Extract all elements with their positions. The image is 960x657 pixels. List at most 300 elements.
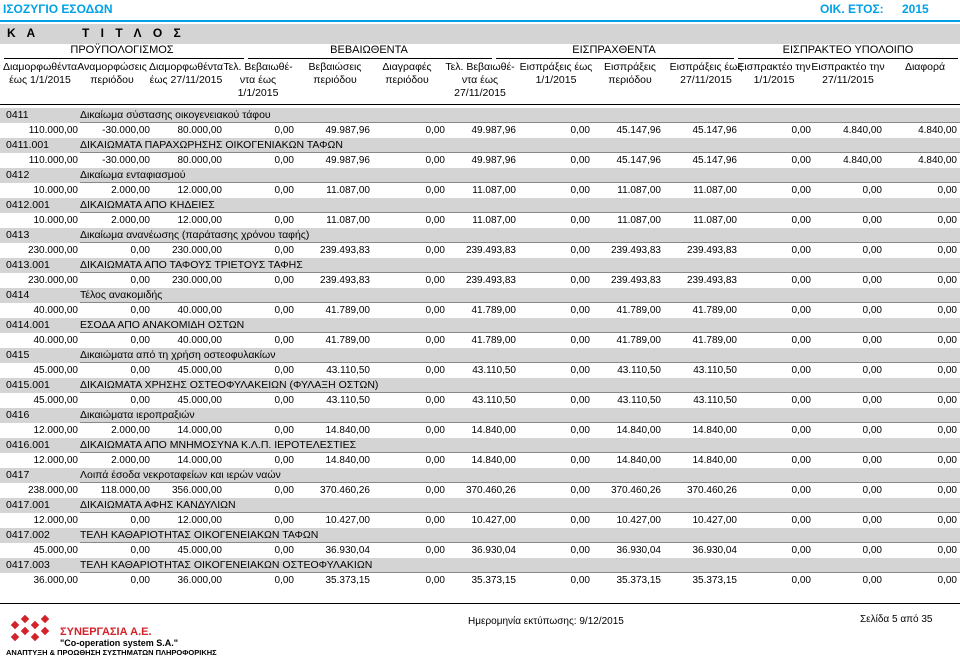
amounts-row <box>0 455 960 468</box>
amount-cell: 36.000,00 <box>33 575 78 586</box>
amount-cell: 0,00 <box>937 485 957 496</box>
account-code: 0412 <box>6 169 30 181</box>
amount-cell: 0,00 <box>425 155 445 166</box>
column-header <box>3 61 77 87</box>
description-underline <box>80 362 960 363</box>
description-underline <box>80 542 960 543</box>
amount-cell: 0,00 <box>130 245 150 256</box>
amount-cell: 12.000,00 <box>33 455 78 466</box>
amount-cell: 41.789,00 <box>471 305 516 316</box>
description-underline <box>80 572 960 573</box>
description-underline <box>80 422 960 423</box>
amount-cell: 0,00 <box>274 365 294 376</box>
amount-cell: 0,00 <box>425 275 445 286</box>
account-description: ΔΙΚΑΙΩΜΑΤΑ ΧΡΗΣΗΣ ΟΣΤΕΟΦΥΛΑΚΕΙΩΝ (ΦΥΛΑΞΗ ΟΣΤΩΝ) <box>80 379 379 391</box>
amount-cell: 0,00 <box>570 485 590 496</box>
column-header <box>519 61 593 87</box>
column-header <box>669 61 743 87</box>
amount-cell: 40.000,00 <box>177 335 222 346</box>
amount-cell: 0,00 <box>130 365 150 376</box>
account-description: Τέλος ανακομιδής <box>80 289 163 301</box>
sub-account-row <box>0 498 960 513</box>
amount-cell: 230.000,00 <box>27 245 78 256</box>
amount-cell: 11.087,00 <box>472 185 516 196</box>
column-header-line: Εισπράξεις έως <box>519 61 593 73</box>
account-code: 0411.001 <box>6 139 50 151</box>
amounts-row <box>0 545 960 558</box>
amount-cell: 40.000,00 <box>33 305 78 316</box>
column-header-line: ντα έως <box>461 74 499 86</box>
description-underline <box>80 302 960 303</box>
amount-cell: 0,00 <box>130 515 150 526</box>
amount-cell: 356.000,00 <box>171 485 222 496</box>
section-certifications: ΒΕΒΑΙΩΘΕΝΤΑ <box>330 44 408 56</box>
amount-cell: 0,00 <box>425 125 445 136</box>
amount-cell: 0,00 <box>791 305 811 316</box>
report-name: ΙΣΟΖΥΓΙΟ ΕΣΟΔΩΝ <box>3 2 113 16</box>
amounts-row <box>0 215 960 228</box>
column-header <box>811 61 885 87</box>
amount-cell: 0,00 <box>791 335 811 346</box>
amount-cell: 0,00 <box>274 305 294 316</box>
amount-cell: 0,00 <box>570 455 590 466</box>
amount-cell: 370.460,26 <box>465 485 516 496</box>
amount-cell: 0,00 <box>791 485 811 496</box>
column-header <box>737 61 811 87</box>
amount-cell: 11.087,00 <box>617 185 661 196</box>
sub-account-row <box>0 558 960 573</box>
amount-cell: 0,00 <box>274 215 294 226</box>
sub-account-row <box>0 378 960 393</box>
amount-cell: 0,00 <box>130 575 150 586</box>
amount-cell: 43.110,50 <box>617 365 661 376</box>
amount-cell: 4.840,00 <box>843 155 882 166</box>
amount-cell: 0,00 <box>937 365 957 376</box>
account-description: ΔΙΚΑΙΩΜΑΤΑ ΑΠΟ ΚΗΔΕΙΕΣ <box>80 199 215 211</box>
account-code: 0414.001 <box>6 319 50 331</box>
amounts-row <box>0 515 960 528</box>
description-underline <box>80 482 960 483</box>
amount-cell: 0,00 <box>862 515 882 526</box>
amount-cell: 49.987,96 <box>325 125 370 136</box>
amount-cell: 0,00 <box>570 515 590 526</box>
amount-cell: 230.000,00 <box>171 245 222 256</box>
amount-cell: 14.840,00 <box>616 425 661 436</box>
column-header-line: Τελ. Βεβαιωθέ- <box>223 61 293 73</box>
description-underline <box>80 332 960 333</box>
company-name: ΣΥΝΕΡΓΑΣΙΑ Α.Ε. <box>60 626 152 638</box>
amount-cell: 230.000,00 <box>171 275 222 286</box>
amount-cell: 0,00 <box>570 155 590 166</box>
amount-cell: 238.000,00 <box>27 485 78 496</box>
amount-cell: 4.840,00 <box>918 125 957 136</box>
description-underline <box>80 452 960 453</box>
account-description: Δικαίωμα ανανέωσης (παράτασης χρόνου ταφής) <box>80 229 310 241</box>
column-header <box>149 61 223 87</box>
column-header <box>221 61 295 100</box>
amount-cell: 239.493,83 <box>319 245 370 256</box>
column-header-line: έως 27/11/2015 <box>149 74 223 86</box>
amount-cell: 12.000,00 <box>177 215 222 226</box>
amount-cell: 0,00 <box>425 485 445 496</box>
column-header-line: 27/11/2015 <box>822 74 874 86</box>
amount-cell: 0,00 <box>862 425 882 436</box>
amount-cell: 0,00 <box>791 425 811 436</box>
amount-cell: 110.000,00 <box>28 155 78 166</box>
amount-cell: 35.373,15 <box>692 575 737 586</box>
amount-cell: 40.000,00 <box>33 335 78 346</box>
amount-cell: 0,00 <box>274 395 294 406</box>
account-code: 0416 <box>6 409 30 421</box>
column-header <box>75 61 149 87</box>
amount-cell: 0,00 <box>130 545 150 556</box>
title-header: Τ Ι Τ Λ Ο Σ <box>82 26 185 40</box>
amount-cell: 0,00 <box>425 545 445 556</box>
amount-cell: 0,00 <box>274 185 294 196</box>
account-code: 0417.002 <box>6 529 50 541</box>
amount-cell: 0,00 <box>791 545 811 556</box>
account-row <box>0 288 960 303</box>
amount-cell: 0,00 <box>425 335 445 346</box>
amount-cell: 0,00 <box>791 125 811 136</box>
amount-cell: 0,00 <box>862 575 882 586</box>
column-header <box>298 61 372 87</box>
amount-cell: 11.087,00 <box>693 185 737 196</box>
section-collections-line <box>496 58 734 59</box>
account-code: 0412.001 <box>6 199 50 211</box>
amount-cell: 45.147,96 <box>692 125 737 136</box>
amount-cell: 0,00 <box>791 185 811 196</box>
logo-icon <box>6 614 56 646</box>
amount-cell: 0,00 <box>791 245 811 256</box>
amount-cell: 0,00 <box>425 395 445 406</box>
amount-cell: 11.087,00 <box>326 215 370 226</box>
amount-cell: 14.840,00 <box>471 425 516 436</box>
account-row <box>0 108 960 123</box>
amount-cell: 10.000,00 <box>33 215 78 226</box>
amount-cell: 0,00 <box>570 125 590 136</box>
column-header-line: 1/1/2015 <box>753 74 795 86</box>
account-code: 0414 <box>6 289 30 301</box>
amount-cell: 0,00 <box>791 275 811 286</box>
amount-cell: 0,00 <box>425 215 445 226</box>
sub-account-row <box>0 138 960 153</box>
amounts-row <box>0 365 960 378</box>
amount-cell: 0,00 <box>791 515 811 526</box>
amount-cell: 0,00 <box>862 185 882 196</box>
account-description: Δικαιώματα ιεροπραξιών <box>80 409 195 421</box>
amount-cell: 4.840,00 <box>843 125 882 136</box>
print-date: Ημερομηνία εκτύπωσης: 9/12/2015 <box>468 616 624 627</box>
sub-account-row <box>0 198 960 213</box>
amount-cell: 41.789,00 <box>692 335 737 346</box>
account-code: 0416.001 <box>6 439 50 451</box>
account-code: 0413 <box>6 229 30 241</box>
amounts-row <box>0 155 960 168</box>
amount-cell: 14.840,00 <box>471 455 516 466</box>
amount-cell: 0,00 <box>862 395 882 406</box>
account-description: Δικαίωμα σύστασης οικογενειακού τάφου <box>80 109 271 121</box>
amount-cell: 239.493,83 <box>465 275 516 286</box>
column-header-line: Εισπράξεις <box>604 61 656 73</box>
account-code: 0417 <box>6 469 30 481</box>
column-header-line: Τελ. Βεβαιωθέ- <box>445 61 515 73</box>
amount-cell: 230.000,00 <box>27 275 78 286</box>
amount-cell: 45.147,96 <box>616 125 661 136</box>
amount-cell: 4.840,00 <box>918 155 957 166</box>
amount-cell: 45.147,96 <box>692 155 737 166</box>
account-description: ΔΙΚΑΙΩΜΑΤΑ ΑΠΟ ΤΑΦΟΥΣ ΤΡΙΕΤΟΥΣ ΤΑΦΗΣ <box>80 259 303 271</box>
amount-cell: 14.000,00 <box>177 425 222 436</box>
amount-cell: 239.493,83 <box>465 245 516 256</box>
account-description: Δικαιώματα από τη χρήση οστεοφυλακίων <box>80 349 276 361</box>
amount-cell: 0,00 <box>937 305 957 316</box>
amount-cell: 239.493,83 <box>610 245 661 256</box>
amount-cell: 0,00 <box>274 515 294 526</box>
amount-cell: 14.840,00 <box>692 455 737 466</box>
amount-cell: 370.460,26 <box>319 485 370 496</box>
amount-cell: 2.000,00 <box>111 215 150 226</box>
amount-cell: 0,00 <box>274 455 294 466</box>
account-description: ΔΙΚΑΙΩΜΑΤΑ ΑΠΟ ΜΝΗΜΟΣΥΝΑ Κ.Λ.Π. ΙΕΡΟΤΕΛΕΣΤΙΕΣ <box>80 439 357 451</box>
amount-cell: 0,00 <box>570 365 590 376</box>
amount-cell: 10.427,00 <box>325 515 370 526</box>
column-header-line: περιόδου <box>608 74 652 86</box>
amount-cell: 0,00 <box>862 305 882 316</box>
amount-cell: 110.000,00 <box>28 125 78 136</box>
amount-cell: 49.987,96 <box>471 125 516 136</box>
amount-cell: 239.493,83 <box>610 275 661 286</box>
amount-cell: 0,00 <box>862 335 882 346</box>
amount-cell: 0,00 <box>937 215 957 226</box>
title-band <box>0 24 960 44</box>
column-header-line: 1/1/2015 <box>237 87 279 99</box>
amount-cell: 0,00 <box>937 575 957 586</box>
amount-cell: 0,00 <box>791 395 811 406</box>
amounts-row <box>0 185 960 198</box>
column-header-line: Διαφορά <box>904 61 946 73</box>
amount-cell: -30.000,00 <box>102 155 150 166</box>
section-receivable: ΕΙΣΠΡΑΚΤΕΟ ΥΠΟΛΟΙΠΟ <box>782 44 914 56</box>
amount-cell: 41.789,00 <box>471 335 516 346</box>
amount-cell: 10.427,00 <box>471 515 516 526</box>
column-header <box>443 61 517 100</box>
amount-cell: 45.000,00 <box>33 545 78 556</box>
amount-cell: 10.427,00 <box>692 515 737 526</box>
description-underline <box>80 242 960 243</box>
amount-cell: 0,00 <box>791 575 811 586</box>
amount-cell: 0,00 <box>937 275 957 286</box>
account-description: ΤΕΛΗ ΚΑΘΑΡΙΟΤΗΤΑΣ ΟΙΚΟΓΕΝΕΙΑΚΩΝ ΟΣΤΕΟΦΥΛΑΚΙΩΝ <box>80 559 373 571</box>
amount-cell: 45.000,00 <box>177 365 222 376</box>
amount-cell: 0,00 <box>274 155 294 166</box>
account-row <box>0 468 960 483</box>
amount-cell: 239.493,83 <box>686 245 737 256</box>
sub-account-row <box>0 528 960 543</box>
ka-header: Κ Α <box>7 26 40 40</box>
amount-cell: 10.427,00 <box>616 515 661 526</box>
description-underline <box>80 212 960 213</box>
amount-cell: 36.930,04 <box>616 545 661 556</box>
amount-cell: 11.087,00 <box>693 215 737 226</box>
amount-cell: 0,00 <box>425 425 445 436</box>
sub-account-row <box>0 438 960 453</box>
amount-cell: 0,00 <box>937 335 957 346</box>
column-header-line: ντα έως <box>239 74 277 86</box>
amounts-row <box>0 575 960 588</box>
amount-cell: 11.087,00 <box>326 185 370 196</box>
amount-cell: 0,00 <box>274 485 294 496</box>
company-tagline: "Co-operation system S.A." <box>60 638 179 648</box>
amount-cell: 36.000,00 <box>177 575 222 586</box>
amount-cell: 0,00 <box>570 575 590 586</box>
amounts-row <box>0 125 960 138</box>
amount-cell: 2.000,00 <box>111 455 150 466</box>
fiscal-year-value: 2015 <box>902 2 929 16</box>
amount-cell: 12.000,00 <box>177 185 222 196</box>
amount-cell: 43.110,50 <box>693 395 737 406</box>
amount-cell: 10.000,00 <box>33 185 78 196</box>
account-description: Δικαίωμα ενταφιασμού <box>80 169 186 181</box>
amount-cell: 239.493,83 <box>319 275 370 286</box>
amount-cell: 43.110,50 <box>326 395 370 406</box>
column-header-line: Εισπρακτέο την <box>811 61 885 73</box>
amount-cell: 0,00 <box>274 335 294 346</box>
amount-cell: 80.000,00 <box>177 125 222 136</box>
amount-cell: 43.110,50 <box>693 365 737 376</box>
amount-cell: 0,00 <box>570 275 590 286</box>
amount-cell: 35.373,15 <box>471 575 516 586</box>
amount-cell: 41.789,00 <box>616 335 661 346</box>
amount-cell: 0,00 <box>274 575 294 586</box>
amount-cell: 0,00 <box>274 275 294 286</box>
amount-cell: 0,00 <box>425 515 445 526</box>
amount-cell: 0,00 <box>862 365 882 376</box>
amount-cell: 239.493,83 <box>686 275 737 286</box>
amount-cell: 49.987,96 <box>471 155 516 166</box>
amount-cell: 0,00 <box>425 365 445 376</box>
amount-cell: 36.930,04 <box>325 545 370 556</box>
amount-cell: 0,00 <box>862 275 882 286</box>
amount-cell: 41.789,00 <box>325 335 370 346</box>
column-header-line: Αναμορφώσεις <box>77 61 147 73</box>
amount-cell: 0,00 <box>862 245 882 256</box>
amounts-row <box>0 305 960 318</box>
column-header-line: έως 1/1/2015 <box>9 74 71 86</box>
amount-cell: 35.373,15 <box>325 575 370 586</box>
amount-cell: 0,00 <box>274 425 294 436</box>
amount-cell: 43.110,50 <box>617 395 661 406</box>
account-code: 0413.001 <box>6 259 50 271</box>
sub-account-row <box>0 258 960 273</box>
account-code: 0417.003 <box>6 559 50 571</box>
amounts-row <box>0 245 960 258</box>
amount-cell: 14.840,00 <box>692 425 737 436</box>
account-code: 0411 <box>6 109 29 121</box>
account-row <box>0 228 960 243</box>
amount-cell: 11.087,00 <box>472 215 516 226</box>
amounts-row <box>0 485 960 498</box>
amount-cell: 36.930,04 <box>692 545 737 556</box>
amount-cell: 45.000,00 <box>33 365 78 376</box>
amount-cell: 12.000,00 <box>177 515 222 526</box>
section-collections: ΕΙΣΠΡΑΧΘΕΝΤΑ <box>572 44 656 56</box>
description-underline <box>80 152 960 153</box>
account-description: ΤΕΛΗ ΚΑΘΑΡΙΟΤΗΤΑΣ ΟΙΚΟΓΕΝΕΙΑΚΩΝ ΤΑΦΩΝ <box>80 529 319 541</box>
amount-cell: 370.460,26 <box>610 485 661 496</box>
sub-account-row <box>0 318 960 333</box>
account-description: ΔΙΚΑΙΩΜΑΤΑ ΑΦΗΣ ΚΑΝΔΥΛΙΩΝ <box>80 499 236 511</box>
amount-cell: 0,00 <box>570 185 590 196</box>
amount-cell: 2.000,00 <box>111 425 150 436</box>
footer-divider <box>0 603 960 604</box>
amount-cell: 0,00 <box>130 335 150 346</box>
column-header-line: περιόδου <box>385 74 429 86</box>
column-header-line: 27/11/2015 <box>454 87 506 99</box>
description-underline <box>80 512 960 513</box>
column-header-line: 27/11/2015 <box>680 74 732 86</box>
amount-cell: 0,00 <box>130 275 150 286</box>
description-underline <box>80 272 960 273</box>
amount-cell: 0,00 <box>425 245 445 256</box>
account-description: ΔΙΚΑΙΩΜΑΤΑ ΠΑΡΑΧΩΡΗΣΗΣ ΟΙΚΟΓΕΝΙΑΚΩΝ ΤΑΦΩΝ <box>80 139 343 151</box>
amount-cell: 43.110,50 <box>326 365 370 376</box>
amount-cell: 0,00 <box>425 575 445 586</box>
account-row <box>0 168 960 183</box>
amount-cell: 43.110,50 <box>472 365 516 376</box>
amount-cell: 80.000,00 <box>177 155 222 166</box>
amount-cell: 0,00 <box>274 545 294 556</box>
column-header-line: περιόδου <box>90 74 134 86</box>
amount-cell: 0,00 <box>570 425 590 436</box>
amount-cell: 0,00 <box>791 455 811 466</box>
amount-cell: 118.000,00 <box>100 485 150 496</box>
amount-cell: 0,00 <box>274 125 294 136</box>
amount-cell: 2.000,00 <box>111 185 150 196</box>
page-number: Σελίδα 5 από 35 <box>860 614 933 625</box>
amount-cell: 0,00 <box>862 545 882 556</box>
amount-cell: 45.147,96 <box>616 155 661 166</box>
column-header-line: περιόδου <box>313 74 357 86</box>
column-header <box>370 61 444 87</box>
amount-cell: 0,00 <box>937 515 957 526</box>
amount-cell: 370.460,26 <box>686 485 737 496</box>
fiscal-year-label: ΟΙΚ. ΕΤΟΣ: <box>820 2 884 16</box>
column-header-line: 1/1/2015 <box>535 74 577 86</box>
amount-cell: 40.000,00 <box>177 305 222 316</box>
column-header-line: Βεβαιώσεις <box>308 61 362 73</box>
account-row <box>0 348 960 363</box>
amount-cell: 41.789,00 <box>325 305 370 316</box>
column-header <box>888 61 960 74</box>
amount-cell: 0,00 <box>570 245 590 256</box>
amount-cell: 0,00 <box>937 245 957 256</box>
account-description: Λοιπά έσοδα νεκροταφείων και ιερών ναών <box>80 469 281 481</box>
company-subtitle: ΑΝΑΠΤΥΞΗ & ΠΡΟΩΘΗΣΗ ΣΥΣΤΗΜΑΤΩΝ ΠΛΗΡΟΦΟΡΙΚΗΣ <box>6 648 217 657</box>
amount-cell: 45.000,00 <box>177 545 222 556</box>
amount-cell: 0,00 <box>570 545 590 556</box>
amount-cell: 0,00 <box>937 185 957 196</box>
amount-cell: 0,00 <box>937 425 957 436</box>
column-header <box>593 61 667 87</box>
amount-cell: 0,00 <box>791 365 811 376</box>
amount-cell: 12.000,00 <box>33 425 78 436</box>
description-underline <box>80 392 960 393</box>
amount-cell: 0,00 <box>570 305 590 316</box>
section-certifications-line <box>248 58 492 59</box>
amount-cell: 14.840,00 <box>325 425 370 436</box>
header-divider <box>0 104 960 105</box>
